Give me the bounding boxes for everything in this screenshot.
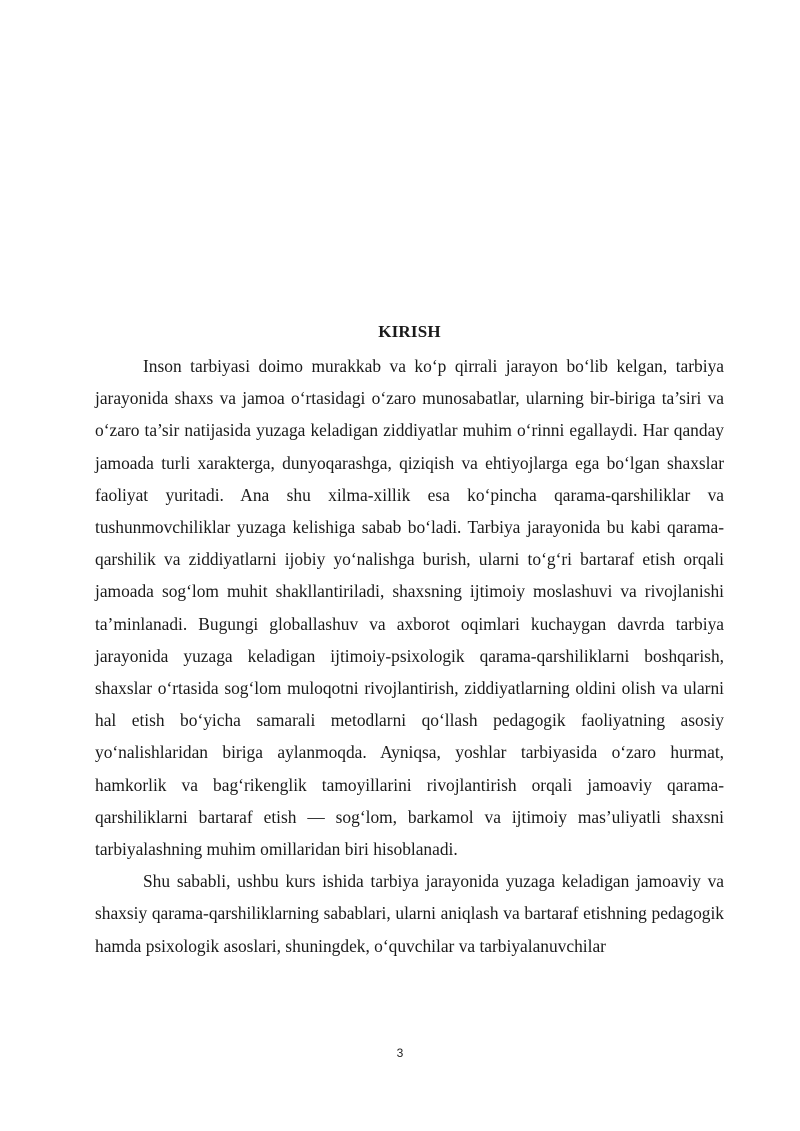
- page-number: 3: [396, 1046, 404, 1060]
- section-heading: KIRISH: [378, 322, 441, 341]
- page-content: [95, 318, 724, 962]
- paragraph-1: Inson tarbiyasi doimo murakkab va ko‘p qirrali jarayon bo‘lib kelgan, tarbiya jarayonida shaxs va jamoa o‘rtasidagi o‘zaro munosabatlar, ularning bir-biriga ta’siri va o‘zaro ta’sir natijasida yuzaga keladigan ziddiyatlar muhim o‘rinni egallaydi. Har qanday jamoada turli xarakterga, dunyoqarashga, qiziqish va ehtiyojlarga ega bo‘lgan shaxslar faoliyat yuritadi. Ana shu xilma-xillik esa ko‘pincha qarama-qarshiliklar va tushunmovchiliklar yuzaga kelishiga sabab bo‘ladi. Tarbiya jarayonida bu kabi qarama-qarshilik va ziddiyatlarni ijobiy yo‘nalishga burish, ularni to‘g‘ri bartaraf etish orqali jamoada sog‘lom muhit shakllantiriladi, shaxsning ijtimoiy moslashuvi va rivojlanishi ta’minlanadi. Bugungi globallashuv va axborot oqimlari kuchaygan davrda tarbiya jarayonida yuzaga keladigan ijtimoiy-psixologik qarama-qarshiliklarni boshqarish, shaxslar o‘rtasida sog‘lom muloqotni rivojlantirish, ziddiyatlarning oldini olish va ularni hal etish bo‘yicha samarali metodlarni qo‘llash pedagogik faoliyatning asosiy yo‘nalishlaridan biriga aylanmoqda. Ayniqsa, yoshlar tarbiyasida o‘zaro hurmat, hamkorlik va bag‘rikenglik tamoyillarini rivojlantirish orqali jamoaviy qarama-qarshiliklarni bartaraf etish — sog‘lom, barkamol va ijtimoiy mas’uliyatli shaxsni tarbiyalashning muhim omillaridan biri hisoblanadi.: [95, 356, 724, 860]
- paragraph-2: Shu sababli, ushbu kurs ishida tarbiya jarayonida yuzaga keladigan jamoaviy va shaxsiy qarama-qarshiliklarning sabablari, ularni aniqlash va bartaraf etishning pedagogik hamda psixologik asoslari, shuningdek, o‘quvchilar va tarbiyalanuvchilar: [95, 871, 724, 956]
